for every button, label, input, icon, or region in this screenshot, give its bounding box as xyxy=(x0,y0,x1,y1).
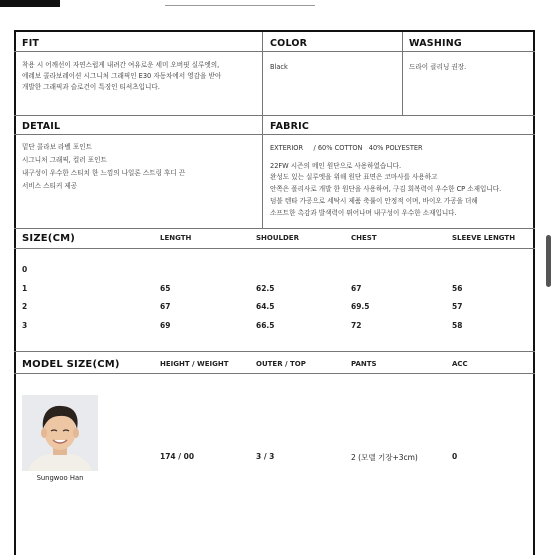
model-acc: 0 xyxy=(452,452,458,461)
header-rule xyxy=(165,5,315,6)
size-col-length: LENGTH xyxy=(160,234,192,242)
detail-text-line: 서비스 스티커 제공 xyxy=(22,182,78,190)
size-col-chest: CHEST xyxy=(351,234,377,242)
fit-text-line: 에레보 콜라보레이션 시그니처 그래픽인 E30 자동차에서 영감을 받아 xyxy=(22,72,222,80)
model-col-pants: PANTS xyxy=(351,360,377,368)
top-header-strip xyxy=(0,0,555,20)
size-row-label: 1 xyxy=(22,284,28,293)
model-col-acc: ACC xyxy=(452,360,468,368)
divider xyxy=(14,248,535,249)
model-name: Sungwoo Han xyxy=(36,474,84,482)
color-value: Black xyxy=(270,63,288,71)
divider xyxy=(14,51,535,52)
model-col-height-weight: HEIGHT / WEIGHT xyxy=(160,360,229,368)
washing-heading: WASHING xyxy=(409,38,462,49)
divider xyxy=(14,373,535,374)
model-col-outer-top: OUTER / TOP xyxy=(256,360,306,368)
size-cell: 64.5 xyxy=(256,302,275,311)
size-cell: 56 xyxy=(452,284,463,293)
column-divider xyxy=(262,115,263,228)
fit-heading: FIT xyxy=(22,38,40,49)
fabric-text-line: 소프트한 촉감과 발색력이 뛰어나며 내구성이 우수한 소재입니다. xyxy=(270,209,457,217)
size-row-label: 3 xyxy=(22,321,28,330)
model-outer-top: 3 / 3 xyxy=(256,452,275,461)
size-heading: SIZE(CM) xyxy=(22,233,76,244)
detail-heading: DETAIL xyxy=(22,121,61,132)
model-pants: 2 (모델 기장+3cm) xyxy=(351,453,418,462)
scrollbar-thumb[interactable] xyxy=(546,235,551,287)
fit-text-line: 개발한 그래픽과 슬로건이 특징인 티셔츠입니다. xyxy=(22,83,160,91)
divider xyxy=(14,351,535,352)
model-height-weight: 174 / 00 xyxy=(160,452,195,461)
size-cell: 67 xyxy=(351,284,362,293)
size-cell: 69 xyxy=(160,321,171,330)
fabric-text-line: 안쪽은 폴리사로 개발 한 원단을 사용하여, 구김 회복력이 우수한 CP 소재입니다. xyxy=(270,185,502,193)
size-cell: 62.5 xyxy=(256,284,275,293)
washing-value: 드라이 클리닝 권장. xyxy=(409,63,467,71)
fabric-composition: EXTERIOR / 60% COTTON 40% POLYESTER xyxy=(270,144,423,152)
size-cell: 65 xyxy=(160,284,171,293)
model-photo xyxy=(22,395,98,471)
model-portrait-image xyxy=(22,395,98,471)
column-divider xyxy=(402,32,403,115)
size-row-label: 0 xyxy=(22,265,28,274)
fabric-heading: FABRIC xyxy=(270,121,310,132)
size-cell: 58 xyxy=(452,321,463,330)
divider xyxy=(14,115,535,116)
size-col-sleeve: SLEEVE LENGTH xyxy=(452,234,516,242)
size-cell: 66.5 xyxy=(256,321,275,330)
color-heading: COLOR xyxy=(270,38,308,49)
size-cell: 69.5 xyxy=(351,302,370,311)
detail-text-line: 밑단 콜라보 라벨 포인트 xyxy=(22,143,92,151)
fabric-text-line: 덤블 텐타 가공으로 세탁시 제품 축률이 안정적 이며, 바이오 가공을 더해 xyxy=(270,197,478,205)
divider xyxy=(14,134,535,135)
detail-text-line: 시그니처 그래픽, 컬러 포인트 xyxy=(22,156,107,164)
size-col-shoulder: SHOULDER xyxy=(256,234,299,242)
size-cell: 57 xyxy=(452,302,463,311)
column-divider xyxy=(262,32,263,115)
fabric-text-line: 완성도 있는 실루엣을 위해 원단 표면은 코마사를 사용하고 xyxy=(270,173,438,181)
model-size-heading: MODEL SIZE(CM) xyxy=(22,359,120,370)
fabric-text-line: 22FW 시즌의 메인 원단으로 사용하였습니다. xyxy=(270,162,402,170)
detail-text-line: 내구성이 우수한 스티치 한 느낌의 나일론 스트링 후디 끈 xyxy=(22,169,186,177)
size-cell: 72 xyxy=(351,321,362,330)
fit-text-line: 착용 시 어깨선이 자연스럽게 내려간 여유로운 세미 오버핏 실루엣의, xyxy=(22,61,220,69)
logo-fragment xyxy=(0,0,60,7)
size-row-label: 2 xyxy=(22,302,28,311)
size-cell: 67 xyxy=(160,302,171,311)
divider xyxy=(14,228,535,229)
